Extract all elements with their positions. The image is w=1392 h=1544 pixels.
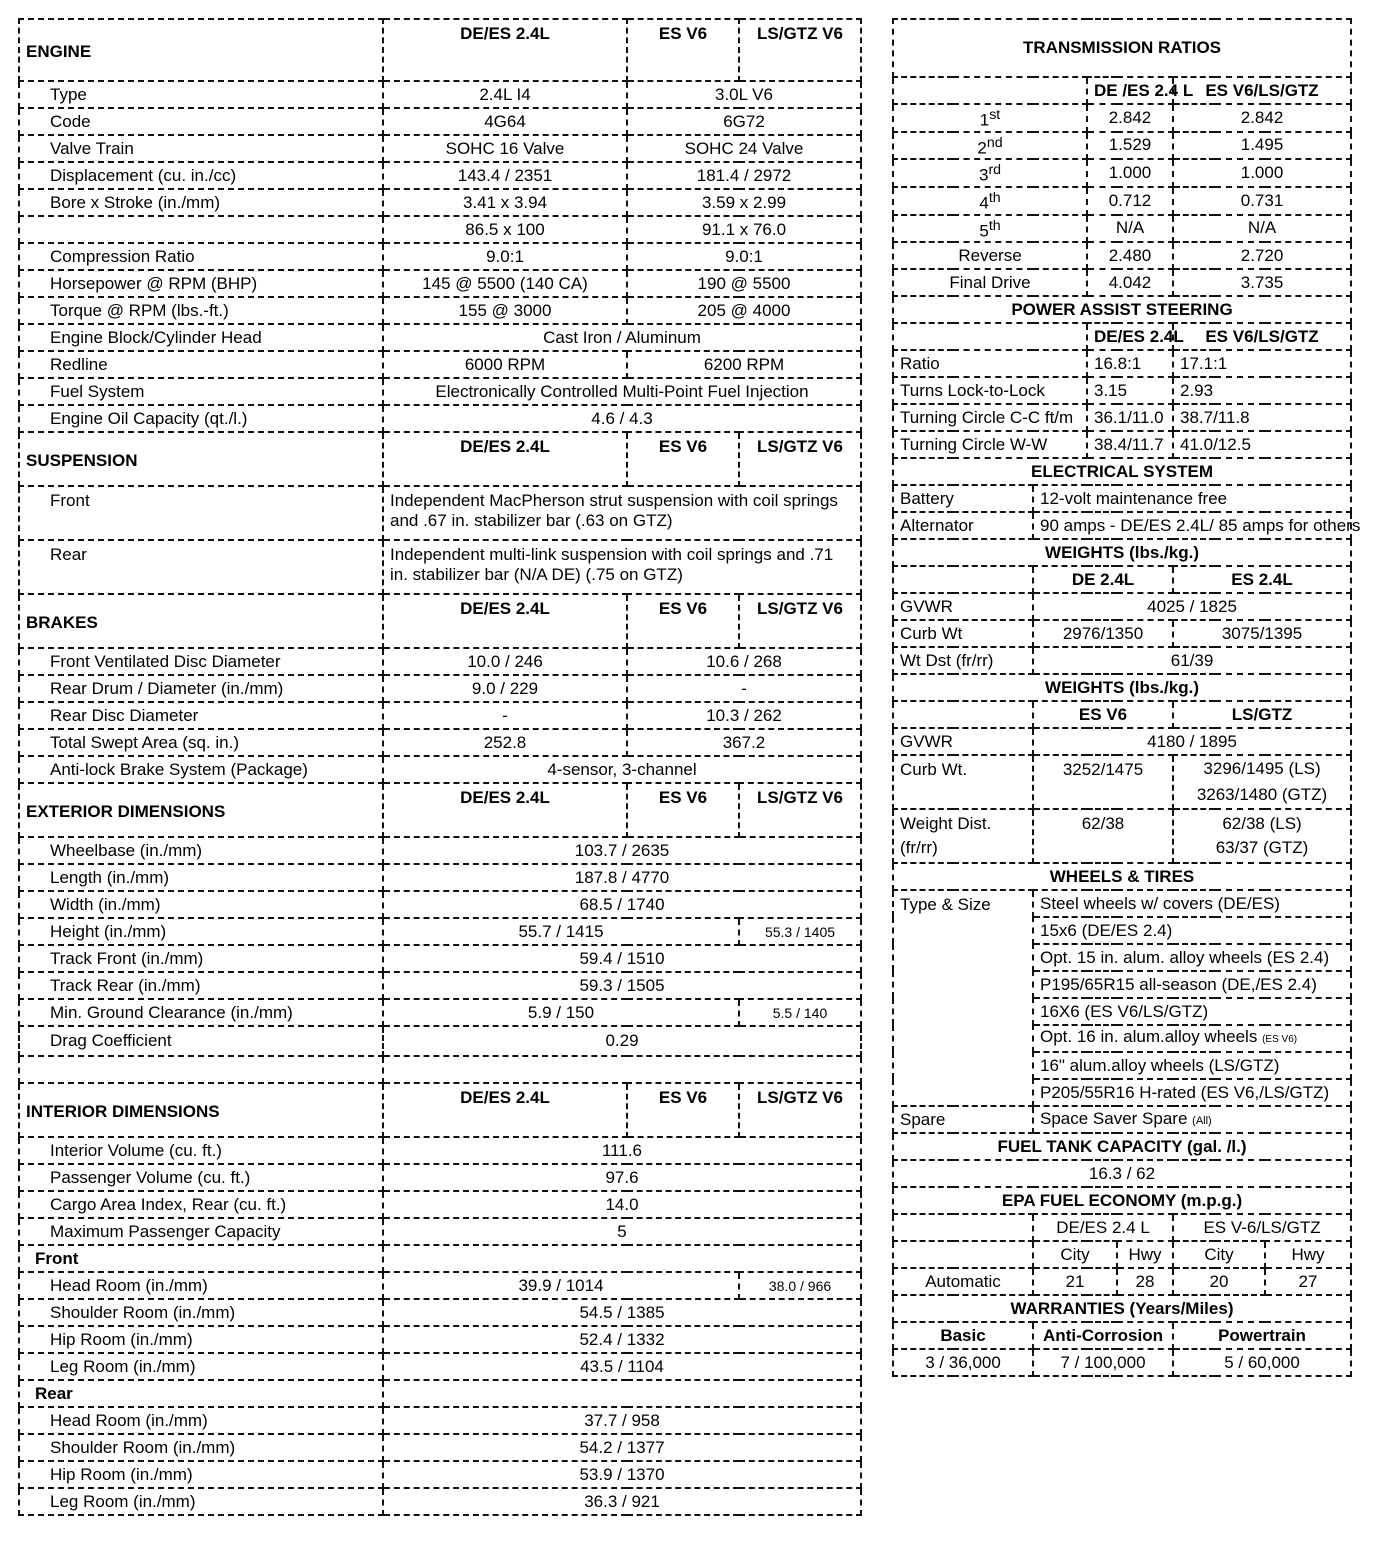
cell: 28 [1117,1268,1173,1295]
spacer [383,1056,861,1083]
cell: 37.7 / 958 [383,1407,861,1434]
list-item: 16X6 (ES V6/LS/GTZ) [1033,998,1351,1025]
row-label: GVWR [893,593,1033,620]
cell: 2.720 [1173,242,1351,269]
spacer [893,323,1087,350]
cell: SOHC 24 Valve [627,135,861,162]
cell: 2.93 [1173,377,1351,404]
cell: SOHC 16 Valve [383,135,627,162]
list-item [1033,1025,1351,1052]
row-label: Type [19,81,383,108]
cell [1033,1106,1351,1133]
col-header: LS/GTZ V6 [739,432,861,486]
cell: 2976/1350 [1033,620,1173,647]
cell: 4025 / 1825 [1033,593,1351,620]
cell: 6000 RPM [383,351,627,378]
col-header: LS/GTZ V6 [739,783,861,837]
row-label: Compression Ratio [19,243,383,270]
col-header: Anti-Corrosion [1033,1322,1173,1349]
electrical-title: ELECTRICAL SYSTEM [893,458,1351,485]
label-line: Weight Dist. [900,814,992,834]
suspension-title: SUSPENSION [19,432,383,486]
col-header: City [1033,1241,1117,1268]
cell: 61/39 [1033,647,1351,674]
cell-line: 3263/1480 (GTZ) [1196,785,1328,805]
cell: 2.480 [1087,242,1173,269]
cell: 6G72 [627,108,861,135]
cell: 145 @ 5500 (140 CA) [383,270,627,297]
epa-title: EPA FUEL ECONOMY (m.p.g.) [893,1187,1351,1214]
list-item: Opt. 15 in. alum. alloy wheels (ES 2.4) [1033,944,1351,971]
cell: - [627,675,861,702]
col-header: Hwy [1117,1241,1173,1268]
row-label: Rear Disc Diameter [19,702,383,729]
row-label: Rear Drum / Diameter (in./mm) [19,675,383,702]
list-item: P205/55R16 H-rated (ES V6,/LS/GTZ) [1033,1079,1351,1106]
row-label: Leg Room (in./mm) [19,1353,383,1380]
row-label: Drag Coefficient [19,1026,383,1056]
col-header: Hwy [1265,1241,1351,1268]
row-label: Min. Ground Clearance (in./mm) [19,999,383,1026]
cell: 1.000 [1173,159,1351,187]
cell: 2.842 [1173,104,1351,132]
col-header: ES V6/LS/GTZ [1173,77,1351,104]
interior-title: INTERIOR DIMENSIONS [19,1083,383,1137]
row-label: Total Swept Area (sq. in.) [19,729,383,756]
col-header: City [1173,1241,1265,1268]
cell: 1.000 [1087,159,1173,187]
row-label: Curb Wt. [893,755,1033,809]
row-label: Wheelbase (in./mm) [19,837,383,864]
cell: 6200 RPM [627,351,861,378]
gear-number: 2 [977,138,987,158]
row-label: Front [19,486,383,540]
gear-label [893,159,1087,187]
col-header: ES V6 [627,594,739,648]
gear-label [893,187,1087,215]
cell: Independent multi-link suspension with coil springs and .71 in. stabilizer bar (N/A DE) (.75 on GTZ) [383,540,861,594]
row-label: Turning Circle W-W [893,431,1087,458]
cell: 16.3 / 62 [893,1160,1351,1187]
row-label: Battery [893,485,1033,512]
row-label: Bore x Stroke (in./mm) [19,189,383,216]
row-label: Fuel System [19,378,383,405]
cell: - [383,702,627,729]
row-label: Torque @ RPM (lbs.-ft.) [19,297,383,324]
cell: 36.3 / 921 [383,1488,861,1515]
row-label: Code [19,108,383,135]
cell: 5 / 60,000 [1173,1349,1351,1376]
col-header: DE/ES 2.4L [383,1083,627,1137]
col-header: LS/GTZ [1173,701,1351,728]
cell: 3.41 x 3.94 [383,189,627,216]
cell: 9.0 / 229 [383,675,627,702]
col-header: DE/ES 2.4 L [1033,1214,1173,1241]
cell: 20 [1173,1268,1265,1295]
row-label: Redline [19,351,383,378]
cell: 86.5 x 100 [383,216,627,243]
cell: 14.0 [383,1191,861,1218]
cell: 2.842 [1087,104,1173,132]
steering-title: POWER ASSIST STEERING [893,296,1351,323]
cell: 5.9 / 150 [383,999,739,1026]
cell: 5 [383,1218,861,1245]
gear-label [893,104,1087,132]
list-item-text: Opt. 16 in. alum.alloy wheels [1040,1027,1258,1047]
row-label: Front Ventilated Disc Diameter [19,648,383,675]
cell-line: 62/38 (LS) [1222,814,1302,834]
cell: 52.4 / 1332 [383,1326,861,1353]
row-label: Head Room (in./mm) [19,1407,383,1434]
row-label: GVWR [893,728,1033,755]
wheels-title: WHEELS & TIRES [893,863,1351,890]
label-line: (fr/rr) [900,838,938,858]
row-label: Ratio [893,350,1087,377]
cell: 9.0:1 [627,243,861,270]
cell: 17.1:1 [1173,350,1351,377]
warranties-title: WARRANTIES (Years/Miles) [893,1295,1351,1322]
cell: 3.15 [1087,377,1173,404]
cell [1173,809,1351,863]
row-label: Track Front (in./mm) [19,945,383,972]
cell: 187.8 / 4770 [383,864,861,891]
cell: 10.6 / 268 [627,648,861,675]
row-label: Automatic [893,1268,1033,1295]
row-label: Wt Dst (fr/rr) [893,647,1033,674]
cell: 62/38 [1033,809,1173,863]
cell: 205 @ 4000 [627,297,861,324]
col-header: DE /ES 2.4 L [1087,77,1173,104]
list-item: 15x6 (DE/ES 2.4) [1033,917,1351,944]
left-spec-table [18,18,862,1516]
spacer [893,566,1033,593]
gear-label: Final Drive [893,269,1087,296]
row-label: Rear [19,540,383,594]
cell: Cast Iron / Aluminum [383,324,861,351]
col-header: DE/ES 2.4L [383,19,627,81]
cell: 155 @ 3000 [383,297,627,324]
row-label: Hip Room (in./mm) [19,1461,383,1488]
brakes-title: BRAKES [19,594,383,648]
list-item: 16" alum.alloy wheels (LS/GTZ) [1033,1052,1351,1079]
spacer [19,1056,383,1083]
gear-number: 5 [979,221,989,241]
cell: 181.4 / 2972 [627,162,861,189]
cell: 36.1/11.0 [1087,404,1173,431]
weights-title: WEIGHTS (lbs./kg.) [893,539,1351,566]
row-label: Leg Room (in./mm) [19,1488,383,1515]
cell: 367.2 [627,729,861,756]
gear-suffix: nd [986,134,1003,151]
gear-suffix: st [989,107,1001,123]
row-label: Engine Block/Cylinder Head [19,324,383,351]
cell: 16.8:1 [1087,350,1173,377]
cell-text: Space Saver Spare [1040,1108,1188,1128]
cell-line: 3296/1495 (LS) [1203,759,1321,779]
row-label: Type & Size [893,890,1033,1106]
row-label: Length (in./mm) [19,864,383,891]
cell: 38.4/11.7 [1087,431,1173,458]
cell: 0.29 [383,1026,861,1056]
gear-label [893,132,1087,160]
cell: 0.712 [1087,187,1173,215]
row-label: Anti-lock Brake System (Package) [19,756,383,783]
col-header: ES 2.4L [1173,566,1351,593]
row-label: Width (in./mm) [19,891,383,918]
spacer [893,1214,1033,1241]
row-label: Curb Wt [893,620,1033,647]
cell: 38.0 / 966 [739,1272,861,1299]
spacer [383,1380,861,1407]
col-header: DE/ES 2.4L [383,432,627,486]
cell: 7 / 100,000 [1033,1349,1173,1376]
cell: Electronically Controlled Multi-Point Fuel Injection [383,378,861,405]
row-label: Head Room (in./mm) [19,1272,383,1299]
cell: 59.3 / 1505 [383,972,861,999]
col-header: ES V6 [627,783,739,837]
row-label: Displacement (cu. in./cc) [19,162,383,189]
cell: 3252/1475 [1033,755,1173,809]
cell: 55.3 / 1405 [739,918,861,945]
cell: 91.1 x 76.0 [627,216,861,243]
transmission-title: TRANSMISSION RATIOS [893,19,1351,77]
row-label: Shoulder Room (in./mm) [19,1299,383,1326]
cell: 41.0/12.5 [1173,431,1351,458]
cell: 43.5 / 1104 [383,1353,861,1380]
cell: 3.735 [1173,269,1351,296]
cell: 3075/1395 [1173,620,1351,647]
exterior-title: EXTERIOR DIMENSIONS [19,783,383,837]
col-header: LS/GTZ V6 [739,594,861,648]
cell: 38.7/11.8 [1173,404,1351,431]
cell: 68.5 / 1740 [383,891,861,918]
cell: 53.9 / 1370 [383,1461,861,1488]
col-header: ES V6/LS/GTZ [1173,323,1351,350]
cell: 111.6 [383,1137,861,1164]
col-header: Powertrain [1173,1322,1351,1349]
cell: 55.7 / 1415 [383,918,739,945]
row-label: Turning Circle C-C ft/m [893,404,1087,431]
list-item: Steel wheels w/ covers (DE/ES) [1033,890,1351,917]
cell [1173,755,1351,809]
cell: 54.5 / 1385 [383,1299,861,1326]
cell: 54.2 / 1377 [383,1434,861,1461]
cell-note: (All) [1192,1114,1212,1127]
cell: 9.0:1 [383,243,627,270]
cell: 27 [1265,1268,1351,1295]
cell: 5.5 / 140 [739,999,861,1026]
cell: 1.495 [1173,132,1351,160]
cell: 4G64 [383,108,627,135]
gear-suffix: rd [988,162,1002,179]
section-subtitle: Rear [19,1380,383,1407]
col-header: DE/ES 2.4L [383,783,627,837]
row-label: Shoulder Room (in./mm) [19,1434,383,1461]
row-label: Height (in./mm) [19,918,383,945]
cell: 4.042 [1087,269,1173,296]
cell: 4-sensor, 3-channel [383,756,861,783]
cell: 10.0 / 246 [383,648,627,675]
gear-suffix: th [988,189,1001,206]
row-label: Turns Lock-to-Lock [893,377,1087,404]
cell: 39.9 / 1014 [383,1272,739,1299]
cell: 4.6 / 4.3 [383,405,861,432]
gear-number: 3 [978,165,989,185]
col-header: DE/ES 2.4L [383,594,627,648]
col-header: ES V6 [627,19,739,81]
row-label: Track Rear (in./mm) [19,972,383,999]
row-label [893,809,1033,863]
cell: N/A [1173,215,1351,243]
spacer [893,701,1033,728]
cell-line: 63/37 (GTZ) [1215,838,1309,858]
row-label: Horsepower @ RPM (BHP) [19,270,383,297]
cell: 21 [1033,1268,1117,1295]
row-label: Cargo Area Index, Rear (cu. ft.) [19,1191,383,1218]
col-header: LS/GTZ V6 [739,1083,861,1137]
row-label: Passenger Volume (cu. ft.) [19,1164,383,1191]
cell: 97.6 [383,1164,861,1191]
cell: 59.4 / 1510 [383,945,861,972]
row-label: Maximum Passenger Capacity [19,1218,383,1245]
col-header: DE 2.4L [1033,566,1173,593]
cell: 0.731 [1173,187,1351,215]
gear-suffix: th [988,217,1001,234]
spacer [893,1241,1033,1268]
cell: 2.4L I4 [383,81,627,108]
cell: 90 amps - DE/ES 2.4L/ 85 amps for others [1033,512,1351,539]
cell: 12-volt maintenance free [1033,485,1351,512]
col-header: Basic [893,1322,1033,1349]
cell: 3.59 x 2.99 [627,189,861,216]
col-header: ES V6 [1033,701,1173,728]
row-label: Hip Room (in./mm) [19,1326,383,1353]
cell: 190 @ 5500 [627,270,861,297]
col-header: ES V6 [627,1083,739,1137]
row-label [19,216,383,243]
col-header: LS/GTZ V6 [739,19,861,81]
cell: Independent MacPherson strut suspension with coil springs and .67 in. stabilizer bar (.63 on GTZ) [383,486,861,540]
cell: 10.3 / 262 [627,702,861,729]
col-header: ES V-6/LS/GTZ [1173,1214,1351,1241]
cell: 252.8 [383,729,627,756]
row-label: Spare [893,1106,1033,1133]
row-label: Alternator [893,512,1033,539]
cell: 143.4 / 2351 [383,162,627,189]
right-spec-table [892,18,1361,1377]
cell: 103.7 / 2635 [383,837,861,864]
weights-title: WEIGHTS (lbs./kg.) [893,674,1351,701]
list-item: P195/65R15 all-season (DE,/ES 2.4) [1033,971,1351,998]
col-header: DE/ES 2.4L [1087,323,1173,350]
cell: 3.0L V6 [627,81,861,108]
cell: 4180 / 1895 [1033,728,1351,755]
section-subtitle: Front [19,1245,383,1272]
row-label: Engine Oil Capacity (qt./l.) [19,405,383,432]
spacer [383,1245,861,1272]
gear-label [893,215,1087,243]
row-label: Valve Train [19,135,383,162]
engine-title: ENGINE [19,19,383,81]
row-label: Interior Volume (cu. ft.) [19,1137,383,1164]
list-item-note: (ES V6) [1262,1034,1298,1046]
cell: N/A [1087,215,1173,243]
cell: 3 / 36,000 [893,1349,1033,1376]
cell: 1.529 [1087,132,1173,160]
gear-label: Reverse [893,242,1087,269]
gear-number: 4 [979,193,989,213]
spacer [893,77,1087,104]
gear-number: 1 [979,110,990,130]
fuel-title: FUEL TANK CAPACITY (gal. /l.) [893,1133,1351,1160]
col-header: ES V6 [627,432,739,486]
